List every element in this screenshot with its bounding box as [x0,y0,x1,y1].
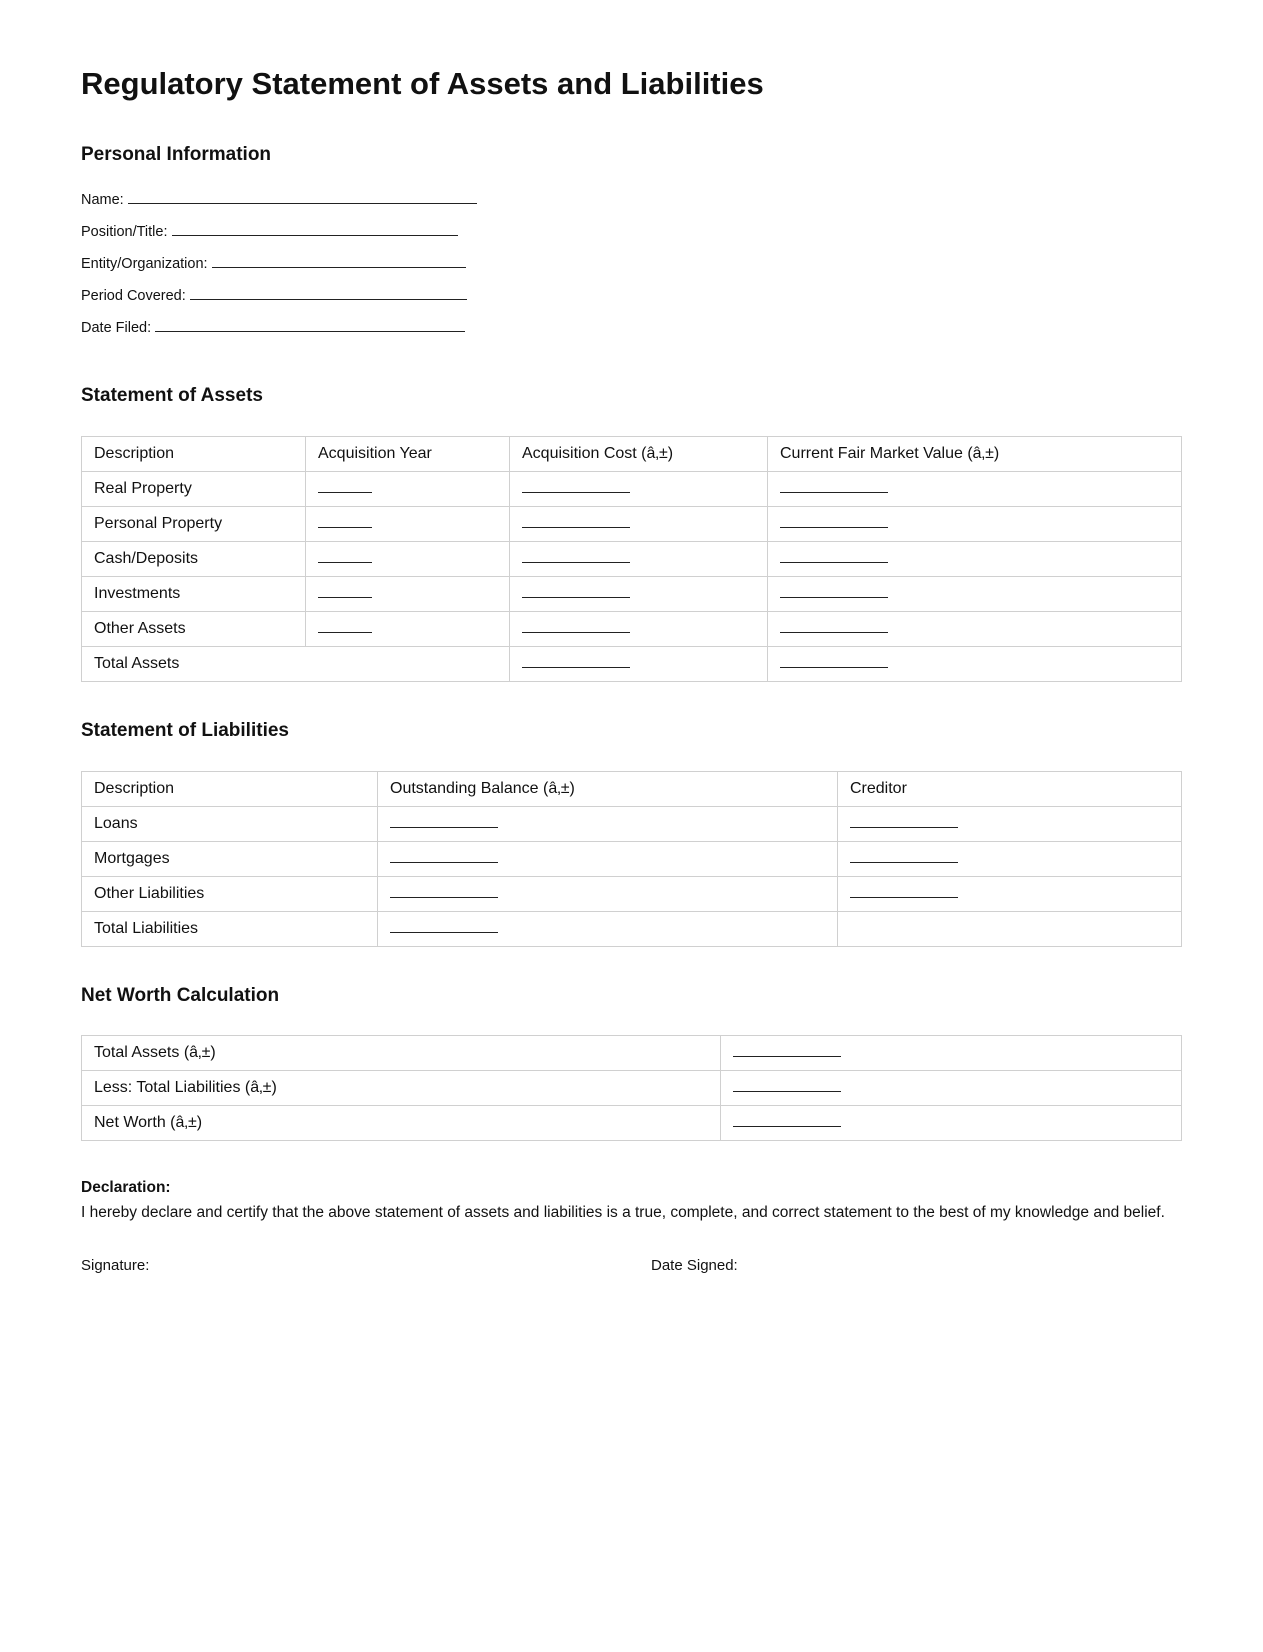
table-row [82,1071,1182,1106]
column-header: Current Fair Market Value (â‚±) [768,437,1182,472]
declaration-title: Declaration: [81,1179,171,1196]
table-row [82,507,1182,542]
column-header: Description [82,772,378,807]
total-market-value-blank[interactable] [780,656,888,668]
empty-cell [838,912,1182,947]
declaration-text: I hereby declare and certify that the above statement of assets and liabilities is a true, complete, and correct statement to the best of my knowledge and belief. [81,1204,1165,1221]
creditor-blank[interactable] [850,886,958,898]
table-row [82,577,1182,612]
table-row [82,877,1182,912]
year-blank[interactable] [318,516,372,528]
row-label: Total Assets (â‚±) [82,1036,721,1071]
assets-heading: Statement of Assets [81,385,263,406]
table-row [82,1036,1182,1071]
cost-blank[interactable] [522,621,630,633]
entity-organization-blank[interactable] [212,254,466,268]
row-label: Real Property [82,472,306,507]
field-label: Period Covered: [81,288,186,304]
total-row [82,912,1182,947]
creditor-blank[interactable] [850,816,958,828]
market-value-blank[interactable] [780,481,888,493]
field-label: Date Filed: [81,320,152,336]
total-balance-blank[interactable] [390,921,498,933]
date-filed-blank[interactable] [155,318,465,332]
row-label: Less: Total Liabilities (â‚±) [82,1071,721,1106]
market-value-blank[interactable] [780,621,888,633]
declaration-block [81,1175,1182,1225]
row-label: Other Assets [82,612,306,647]
balance-blank[interactable] [390,851,498,863]
name-blank[interactable] [128,190,477,204]
year-blank[interactable] [318,481,372,493]
table-row [82,842,1182,877]
year-blank[interactable] [318,586,372,598]
signature-row [81,1257,1182,1277]
table-header-row [82,437,1182,472]
market-value-blank[interactable] [780,516,888,528]
row-label: Total Liabilities [82,912,378,947]
liabilities-heading: Statement of Liabilities [81,720,289,741]
table-row [82,472,1182,507]
table-header-row [82,772,1182,807]
liabilities-table [81,771,1182,947]
field-label: Name: [81,192,124,208]
entity-organization-field [81,254,1182,286]
field-label: Entity/Organization: [81,256,208,272]
year-blank[interactable] [318,621,372,633]
column-header: Acquisition Year [306,437,510,472]
table-row [82,1106,1182,1141]
table-row [82,542,1182,577]
column-header: Outstanding Balance (â‚±) [378,772,838,807]
cost-blank[interactable] [522,481,630,493]
row-label: Total Assets [82,647,510,682]
total-liabilities-blank[interactable] [733,1080,841,1092]
signature-label: Signature: [81,1257,150,1274]
column-header: Description [82,437,306,472]
year-blank[interactable] [318,551,372,563]
row-label: Net Worth (â‚±) [82,1106,721,1141]
position-title-blank[interactable] [172,222,458,236]
position-title-field [81,222,1182,254]
date-signed-label: Date Signed: [651,1257,738,1274]
cost-blank[interactable] [522,551,630,563]
field-label: Position/Title: [81,224,168,240]
table-row [82,612,1182,647]
cost-blank[interactable] [522,516,630,528]
table-row [82,807,1182,842]
row-label: Other Liabilities [82,877,378,912]
market-value-blank[interactable] [780,551,888,563]
balance-blank[interactable] [390,816,498,828]
personal-info-heading: Personal Information [81,144,272,165]
personal-info-fields [81,190,1182,350]
total-row [82,647,1182,682]
row-label: Mortgages [82,842,378,877]
market-value-blank[interactable] [780,586,888,598]
row-label: Cash/Deposits [82,542,306,577]
cost-blank[interactable] [522,586,630,598]
balance-blank[interactable] [390,886,498,898]
assets-table [81,436,1182,682]
column-header: Creditor [838,772,1182,807]
row-label: Investments [82,577,306,612]
name-field [81,190,1182,222]
net-worth-heading: Net Worth Calculation [81,985,280,1006]
document-title: Regulatory Statement of Assets and Liabilities [81,66,764,101]
column-header: Acquisition Cost (â‚±) [510,437,768,472]
total-assets-blank[interactable] [733,1045,841,1057]
date-filed-field [81,318,1182,350]
row-label: Personal Property [82,507,306,542]
period-covered-blank[interactable] [190,286,467,300]
row-label: Loans [82,807,378,842]
creditor-blank[interactable] [850,851,958,863]
period-covered-field [81,286,1182,318]
net-worth-table [81,1035,1182,1141]
total-cost-blank[interactable] [522,656,630,668]
net-worth-blank[interactable] [733,1115,841,1127]
